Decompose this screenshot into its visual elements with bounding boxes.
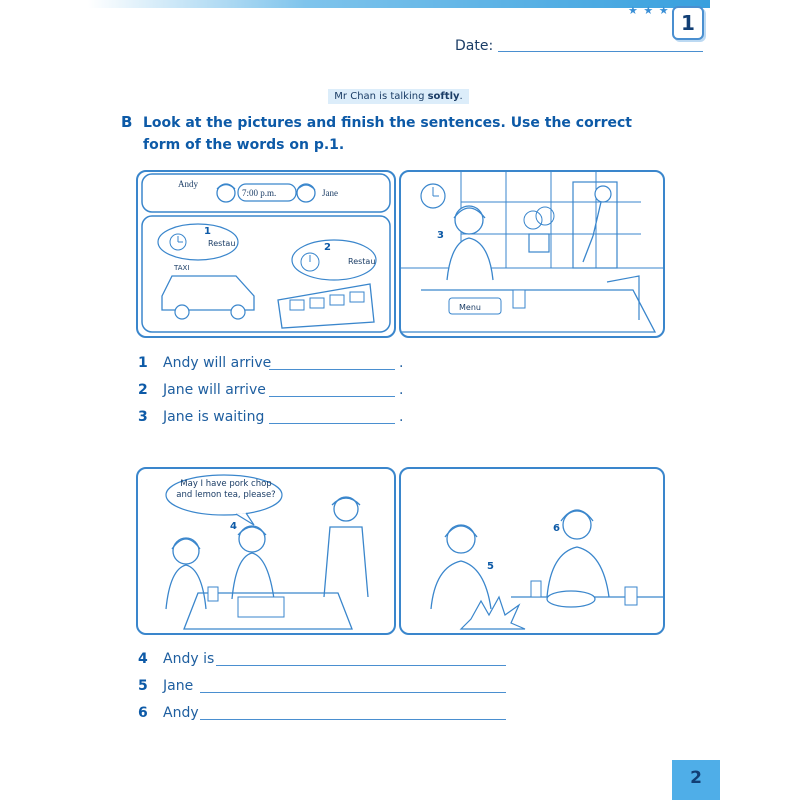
section-letter: B <box>121 113 133 131</box>
question-number: 6 <box>138 705 148 721</box>
marker-1: 1 <box>204 226 211 237</box>
answer-blank-4[interactable] <box>216 665 506 666</box>
answer-blank-3[interactable] <box>269 423 395 424</box>
speech-bubble-text-holder <box>176 479 276 513</box>
question-text: Andy will arrive <box>163 355 272 371</box>
date-label: Date: <box>455 38 494 54</box>
restaurant-sign-1: Restau <box>208 239 236 248</box>
marker-4: 4 <box>230 521 237 532</box>
restaurant-sign-2: Restau <box>348 257 376 266</box>
marker-3: 3 <box>437 230 444 241</box>
jane-label: Jane <box>322 188 338 198</box>
question-period: . <box>399 382 404 398</box>
picture-ordering <box>136 467 396 635</box>
question-text: Jane is waiting <box>163 409 265 425</box>
example-sentence <box>328 89 469 104</box>
question-number: 5 <box>138 678 148 694</box>
answer-blank-5[interactable] <box>200 692 506 693</box>
question-period: . <box>399 355 404 371</box>
question-text: Jane will arrive <box>163 382 266 398</box>
header-gradient-bar <box>88 0 710 8</box>
taxi-label: TAXI <box>174 264 190 272</box>
question-number: 2 <box>138 382 148 398</box>
question-period: . <box>399 409 404 425</box>
question-text: Andy <box>163 705 199 721</box>
menu-label: Menu <box>459 303 481 312</box>
stars-decoration: ★ ★ ★ <box>628 4 670 17</box>
example-bold-word: softly <box>427 91 460 102</box>
arrival-scene-illustration <box>138 172 394 336</box>
picture-eating <box>399 467 665 635</box>
time-label: 7:00 p.m. <box>242 188 277 198</box>
marker-5: 5 <box>487 561 494 572</box>
marker-6: 6 <box>553 523 560 534</box>
question-number: 1 <box>138 355 148 371</box>
date-field[interactable] <box>498 51 703 52</box>
unit-number-badge: 1 <box>672 6 704 40</box>
section-instruction: Look at the pictures and finish the sentences. Use the correct form of the words on p.1. <box>143 115 633 153</box>
question-text: Jane <box>163 678 194 694</box>
question-text: Andy is <box>163 651 215 667</box>
speech-bubble-text: May I have pork chop and lemon tea, please? <box>176 479 276 500</box>
question-number: 4 <box>138 651 148 667</box>
picture-arrival-times <box>136 170 396 338</box>
answer-blank-6[interactable] <box>200 719 506 720</box>
waiting-scene-illustration <box>401 172 663 336</box>
andy-label: Andy <box>178 179 198 189</box>
eating-scene-illustration <box>401 469 663 633</box>
answer-blank-1[interactable] <box>269 369 395 370</box>
picture-waiting <box>399 170 665 338</box>
question-number: 3 <box>138 409 148 425</box>
page-number-tab: 2 <box>672 760 720 800</box>
answer-blank-2[interactable] <box>269 396 395 397</box>
ordering-scene-illustration <box>138 469 394 633</box>
example-period: . <box>459 91 463 102</box>
example-text: Mr Chan is talking <box>334 91 428 102</box>
marker-2: 2 <box>324 242 331 253</box>
